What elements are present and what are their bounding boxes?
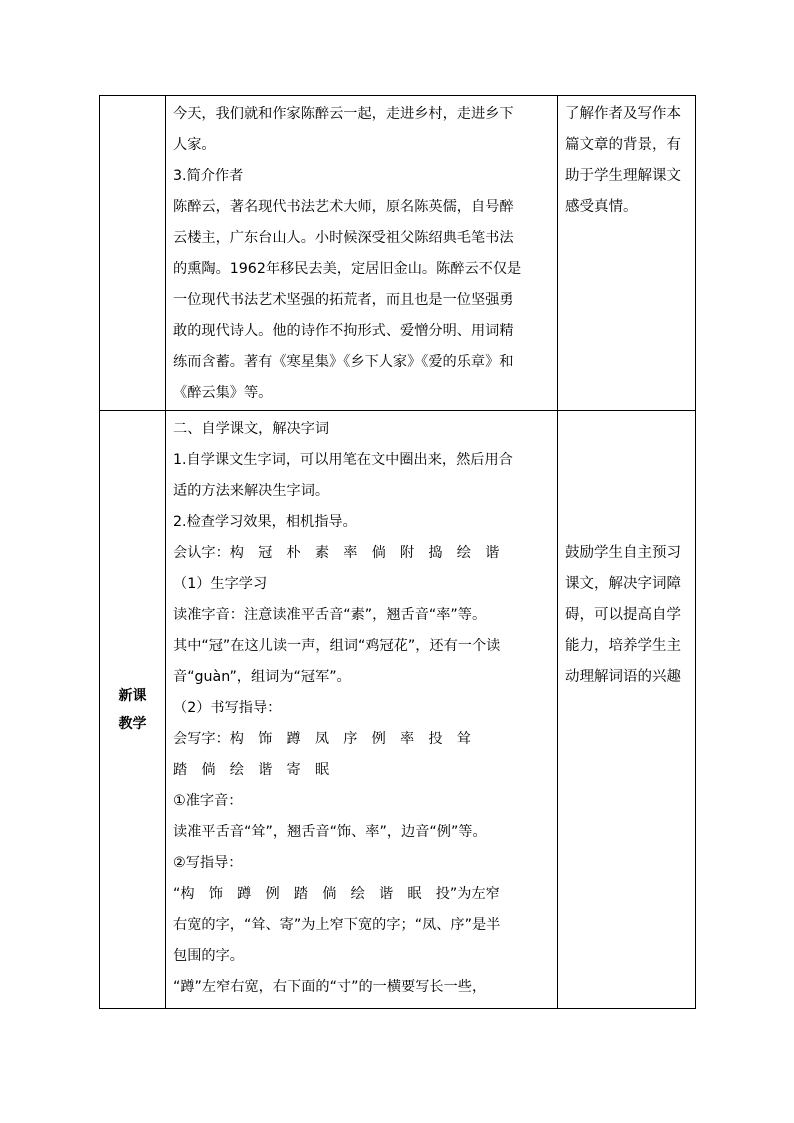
text-line: 敢的现代诗人。他的诗作不拘形式、爱憎分明、用词精 [173,323,514,339]
text-line: 云楼主，广东台山人。小时候深受祖父陈绍典毛笔书法 [173,230,514,246]
intent-line: 感受真情。 [565,199,638,215]
table-row [100,96,696,411]
stage-label: 教学 [118,715,147,732]
text-line: 读准平舌音“耸”，翘舌音“饰、率”，边音“例”等。 [173,824,487,840]
intent-line: 能力，培养学生主 [565,638,681,654]
stage-cell [100,96,166,411]
stage-cell [100,411,166,1009]
text-line: （1）生字学习 [173,576,268,592]
text-line: 一位现代书法艺术坚强的拓荒者，而且也是一位坚强勇 [173,292,514,308]
content-cell [166,411,558,1009]
intent-cell [558,96,696,411]
intent-line: 碍，可以提高自学 [565,607,681,623]
text-line: 人家。 [173,137,216,153]
text-line: 右宽的字，“耸、寄”为上窄下宽的字；“凤、序”是半 [173,917,501,933]
intent-line: 篇文章的背景，有 [565,137,681,153]
text-line: 3.简介作者 [173,168,244,184]
text-line: 音“guàn”，组词为“冠军”。 [173,669,351,685]
table-row [100,411,696,1009]
text-line: 会认字：构 冠 朴 素 率 倘 附 捣 绘 谐 [173,545,500,561]
text-line: 会写字：构 饰 蹲 凤 序 例 率 投 耸 [173,731,471,747]
intent-line: 助于学生理解课文 [565,168,681,184]
text-line: 读准字音：注意读准平舌音“素”，翘舌音“率”等。 [173,607,487,623]
text-line: 适的方法来解决生字词。 [173,483,330,499]
text-line: 二、自学课文，解决字词 [173,421,330,437]
intent-line: 动理解词语的兴趣 [565,669,681,685]
stage-label: 新课 [118,687,147,704]
lesson-plan-table [99,95,696,1009]
text-line: 包围的字。 [173,948,244,964]
text-line: 练而含蓄。著有《寒星集》《乡下人家》《爱的乐章》和 [173,354,514,370]
text-line: 踏 倘 绘 谐 寄 眠 [173,762,330,778]
intent-line: 了解作者及写作本 [565,106,681,122]
intent-line: 课文，解决字词障 [565,576,681,592]
text-line: 《醉云集》等。 [173,385,273,401]
text-line: 的熏陶。1962年移民去美，定居旧金山。陈醉云不仅是 [173,261,522,277]
content-cell [166,96,558,411]
intent-line: 鼓励学生自主预习 [565,545,681,561]
text-line: 1.自学课文生字词，可以用笔在文中圈出来，然后用合 [173,452,513,468]
text-line: （2）书写指导： [173,700,282,716]
text-line: “构 饰 蹲 例 踏 倘 绘 谐 眠 投”为左窄 [173,886,500,902]
intent-cell [558,411,696,1009]
text-line: “蹲”左窄右宽，右下面的“寸”的一横要写长一些， [173,979,487,995]
text-line: 2.检查学习效果，相机指导。 [173,514,357,530]
text-line: ②写指导： [173,855,243,871]
text-line: 今天，我们就和作家陈醉云一起，走进乡村，走进乡下 [173,106,514,122]
text-line: ①准字音： [173,793,243,809]
text-line: 其中“冠”在这儿读一声，组词“鸡冠花”，还有一个读 [173,638,501,654]
text-line: 陈醉云，著名现代书法艺术大师，原名陈英儒，自号醉 [173,199,514,215]
intent-spacer [565,414,690,538]
